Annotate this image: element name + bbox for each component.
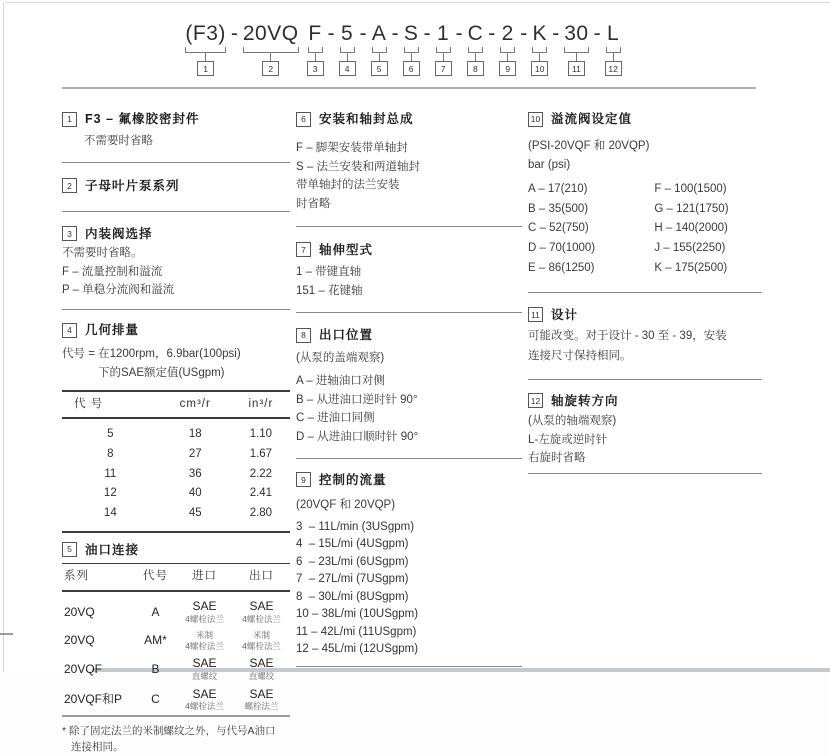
text-line: 带单轴封的法兰安装 <box>296 179 400 192</box>
section-9-note: (20VQF 和 20VQP) <box>296 498 396 511</box>
table-row <box>62 444 290 464</box>
code-segment-1 <box>184 22 227 76</box>
text-line: 8 – 30L/mi (8USgpm) <box>296 590 409 603</box>
section-11-number: 11 <box>528 307 543 322</box>
text-line: 151 – 花键轴 <box>296 284 363 297</box>
text-line: 4 – 15L/mi (4USgpm) <box>296 538 409 551</box>
section-8 <box>296 326 522 445</box>
code-stem <box>613 53 614 61</box>
code-stem <box>411 53 412 61</box>
code-segment-3 <box>307 22 324 76</box>
text-line: 11 – 42L/mi (11USgpm) <box>296 625 417 638</box>
column-left <box>62 106 290 756</box>
code-segment-9 <box>499 22 516 76</box>
code-segment-text: K <box>532 22 547 45</box>
table-cell: 20VQF <box>64 661 103 676</box>
text-line: F – 脚架安装带单轴封 <box>296 142 408 155</box>
text-line: J – 155(2250) <box>654 241 726 254</box>
code-segment-12 <box>605 22 622 76</box>
code-segment-number: 8 <box>467 61 484 76</box>
table-cell: C <box>151 692 160 707</box>
section-12-number: 12 <box>528 393 543 408</box>
section-5 <box>62 541 290 756</box>
code-segment-5 <box>371 22 388 76</box>
code-separator: - <box>593 22 601 45</box>
code-stem <box>315 53 316 61</box>
table-row <box>62 484 290 504</box>
code-segment-text: 30 <box>564 22 589 45</box>
divider <box>528 379 762 380</box>
divider <box>296 666 522 667</box>
table-cell: 1.10 <box>249 428 273 441</box>
code-segment-number: 7 <box>435 61 452 76</box>
code-segment-text: S <box>403 22 419 45</box>
text-line: E – 86(1250) <box>528 261 595 274</box>
table-cell: 14 <box>103 506 117 519</box>
table-cell: 12 <box>103 487 117 500</box>
table-cell: 45 <box>188 506 202 519</box>
text-line: 不需要时省略。 <box>62 247 143 260</box>
code-separator: - <box>359 22 367 45</box>
code-separator: - <box>488 22 496 45</box>
text-line: B – 从进油口逆时针 90° <box>296 393 418 406</box>
code-segment-number: 11 <box>568 61 585 76</box>
section-7-title: 轴伸型式 <box>319 242 374 257</box>
code-segment-text: C <box>467 22 484 45</box>
section-5-title: 油口连接 <box>85 542 140 557</box>
code-segment-number: 3 <box>307 61 324 76</box>
section-10 <box>528 110 762 278</box>
port-connection-table <box>62 563 290 717</box>
text-line: C – 52(750) <box>528 222 589 235</box>
code-separator: - <box>552 22 560 45</box>
code-segment-number: 1 <box>197 61 214 76</box>
section-9-title: 控制的流量 <box>319 472 387 487</box>
text-line: L-左旋或逆时针 <box>528 433 608 446</box>
table-row <box>62 464 290 484</box>
code-segment-text: 20VQ <box>242 22 299 45</box>
divider <box>296 312 522 313</box>
code-segment-text: 2 <box>501 22 514 45</box>
code-segment-number: 2 <box>262 61 279 76</box>
text-line: D – 70(1000) <box>528 241 596 254</box>
text-line: 12 – 45L/mi (12USgpm) <box>296 643 419 656</box>
column-header: in³/r <box>232 391 290 419</box>
table-cell: 2.41 <box>249 487 273 500</box>
displacement-table <box>62 390 290 533</box>
text-line: 连接尺寸保持相同。 <box>528 350 632 363</box>
text-line: H – 140(2000) <box>654 222 728 235</box>
code-separator: - <box>230 22 238 45</box>
section-6 <box>296 110 522 213</box>
table-row <box>62 685 290 716</box>
code-separator: - <box>327 22 335 45</box>
text-line: 1 – 带键直轴 <box>296 265 362 278</box>
table-cell: B <box>151 661 160 676</box>
table-cell: 18 <box>188 428 202 441</box>
section-8-note: (从泵的盖端观察) <box>296 352 385 365</box>
text-line: P – 单稳分流阀和溢流 <box>62 284 175 297</box>
table-cell: SAE 直螺纹 <box>191 656 218 681</box>
code-segment-11 <box>563 22 589 76</box>
code-segment-number: 6 <box>403 61 420 76</box>
section-6-number: 6 <box>296 112 311 127</box>
section-4-title: 几何排量 <box>85 323 140 338</box>
scan-artifact-dash <box>0 633 13 635</box>
text-line: 代号 = 在1200rpm，6.9bar(100psi) <box>62 348 241 361</box>
page-top-edge <box>6 2 830 3</box>
divider <box>62 162 290 163</box>
table-cell: AM* <box>144 633 167 648</box>
section-10-note: (PSI-20VQF 和 20VQP) <box>528 140 650 153</box>
page-left-edge <box>3 2 4 672</box>
text-line: 10 – 38L/mi (10USgpm) <box>296 608 419 621</box>
section-8-number: 8 <box>296 328 311 343</box>
table-cell: SAE 4螺栓法兰 <box>242 599 281 625</box>
column-header: 系列 <box>62 563 135 591</box>
code-segment-6 <box>403 22 420 76</box>
text-line: 3 – 11L/min (3USgpm) <box>296 520 415 533</box>
section-2-number: 2 <box>62 178 77 193</box>
text-line: 7 – 27L/mi (7USgpm) <box>296 573 409 586</box>
code-segment-4 <box>339 22 356 76</box>
code-segment-text: L <box>607 22 620 45</box>
text-line: F – 流量控制和溢流 <box>62 265 163 278</box>
text-line: 时省略 <box>296 198 331 211</box>
table-cell: A <box>151 604 160 619</box>
table-cell: 1.67 <box>249 447 273 460</box>
code-segment-2 <box>242 22 300 76</box>
section-11 <box>528 306 762 366</box>
column-header: 出口 <box>233 563 290 591</box>
text-line: F – 100(1500) <box>654 182 727 195</box>
code-segment-text: F <box>308 22 322 45</box>
table-cell: 米制 4螺栓法兰 <box>185 629 224 651</box>
section-10-title: 溢流阀设定值 <box>551 112 633 126</box>
table-row <box>62 591 290 627</box>
section-10-unit: bar (psi) <box>528 158 571 171</box>
divider <box>296 226 522 227</box>
code-segment-text: 5 <box>340 22 354 45</box>
code-stem <box>539 53 540 61</box>
code-separator: - <box>520 22 528 45</box>
table-cell: SAE 4螺栓法兰 <box>185 599 224 625</box>
section-1 <box>62 110 290 150</box>
text-line: G – 121(1750) <box>654 202 729 215</box>
code-stem <box>270 53 271 61</box>
table-row <box>62 628 290 654</box>
section-3 <box>62 225 290 299</box>
section-4-number: 4 <box>62 323 77 338</box>
section-7 <box>296 241 522 299</box>
divider <box>528 292 762 293</box>
code-stem <box>347 53 348 61</box>
table-cell: 5 <box>107 428 114 441</box>
text-line: S – 法兰安装和两道轴封 <box>296 160 420 173</box>
divider <box>296 458 522 459</box>
code-segment-text: A <box>371 22 387 45</box>
code-segment-number: 12 <box>605 61 622 76</box>
table-cell: 40 <box>188 487 202 500</box>
text-line: 右旋时省略 <box>528 452 586 465</box>
section-12 <box>528 392 762 467</box>
table-cell: 米制 4螺栓法兰 <box>242 629 281 651</box>
divider <box>62 211 290 212</box>
code-stem <box>507 53 508 61</box>
table-cell: 2.22 <box>249 467 273 480</box>
code-separator: - <box>423 22 431 45</box>
table-cell: SAE 4螺栓法兰 <box>185 686 224 712</box>
text-line: K – 175(2500) <box>654 261 728 274</box>
code-segment-7 <box>435 22 452 76</box>
column-header: 代号 <box>135 563 176 591</box>
table-cell: 2.80 <box>249 506 273 519</box>
column-header: 代 号 <box>62 391 159 419</box>
section-5-number: 5 <box>62 542 77 557</box>
text-line: 下的SAE额定值(USgpm) <box>98 366 225 379</box>
section-9 <box>296 471 522 658</box>
column-right <box>528 106 762 483</box>
section-9-number: 9 <box>296 472 311 487</box>
code-stem <box>379 53 380 61</box>
table-row <box>62 418 290 444</box>
table-row <box>62 654 290 684</box>
text-line: A – 进轴油口对侧 <box>296 375 385 388</box>
column-header: 进口 <box>176 563 233 591</box>
section-12-title: 轴旋转方向 <box>551 393 619 408</box>
section-1-title: F3 – 氟橡胶密封件 <box>85 112 200 126</box>
code-stem <box>205 53 206 61</box>
code-segment-10 <box>531 22 548 76</box>
code-segment-number: 4 <box>339 61 356 76</box>
section-3-title: 内装阀选择 <box>85 226 153 241</box>
text-line: C – 进油口同侧 <box>296 412 375 425</box>
table-cell: 27 <box>188 447 202 460</box>
code-segment-number: 9 <box>499 61 516 76</box>
column-middle <box>296 106 522 676</box>
code-stem <box>443 53 444 61</box>
table-cell: 11 <box>104 467 117 480</box>
code-segment-8 <box>467 22 485 76</box>
text-line: D – 从进油口顺时针 90° <box>296 431 419 444</box>
code-segment-number: 10 <box>531 61 548 76</box>
section-2-title: 子母叶片泵系列 <box>85 178 180 193</box>
section-1-note: 不需要时省略 <box>84 135 153 148</box>
divider <box>62 309 290 310</box>
code-stem <box>475 53 476 61</box>
section-1-number: 1 <box>62 112 77 127</box>
column-header: cm³/r <box>159 391 232 419</box>
section-7-number: 7 <box>296 242 311 257</box>
header-divider <box>62 87 756 89</box>
table-cell: SAE 直螺纹 <box>248 656 275 681</box>
text-line: 可能改变。对于设计 - 30 至 - 39，安装 <box>528 329 727 342</box>
code-separator: - <box>391 22 399 45</box>
table-cell: 20VQ <box>64 604 95 619</box>
table-cell: SAE 螺栓法兰 <box>244 686 279 712</box>
text-line: A – 17(210) <box>528 182 588 195</box>
table-cell: 20VQF和P <box>64 692 123 707</box>
text-line: 6 – 23L/mi (6USgpm) <box>296 555 409 568</box>
section-3-number: 3 <box>62 226 77 241</box>
table-row <box>62 503 290 531</box>
section-8-title: 出口位置 <box>319 328 374 343</box>
section-4 <box>62 321 290 533</box>
code-segment-text: (F3) <box>185 22 226 45</box>
model-code-diagram <box>0 22 818 76</box>
relief-settings-list <box>528 179 762 277</box>
table-cell: 8 <box>107 447 114 460</box>
code-stem <box>576 53 577 61</box>
section-2 <box>62 177 290 195</box>
text-line: B – 35(500) <box>528 202 589 215</box>
text-line: (从泵的轴端观察) <box>528 414 617 427</box>
port-table-footnote: * 除了固定法兰的米制螺纹之外，与代号A油口 连接相同。 <box>62 725 276 753</box>
table-cell: 36 <box>188 467 202 480</box>
divider <box>528 473 762 474</box>
section-11-title: 设计 <box>551 307 579 322</box>
code-separator: - <box>455 22 463 45</box>
table-cell: 20VQ <box>64 633 95 648</box>
section-10-number: 10 <box>528 112 543 127</box>
section-6-title: 安装和轴封总成 <box>319 112 414 126</box>
code-segment-text: 1 <box>436 22 450 45</box>
code-segment-number: 5 <box>371 61 388 76</box>
